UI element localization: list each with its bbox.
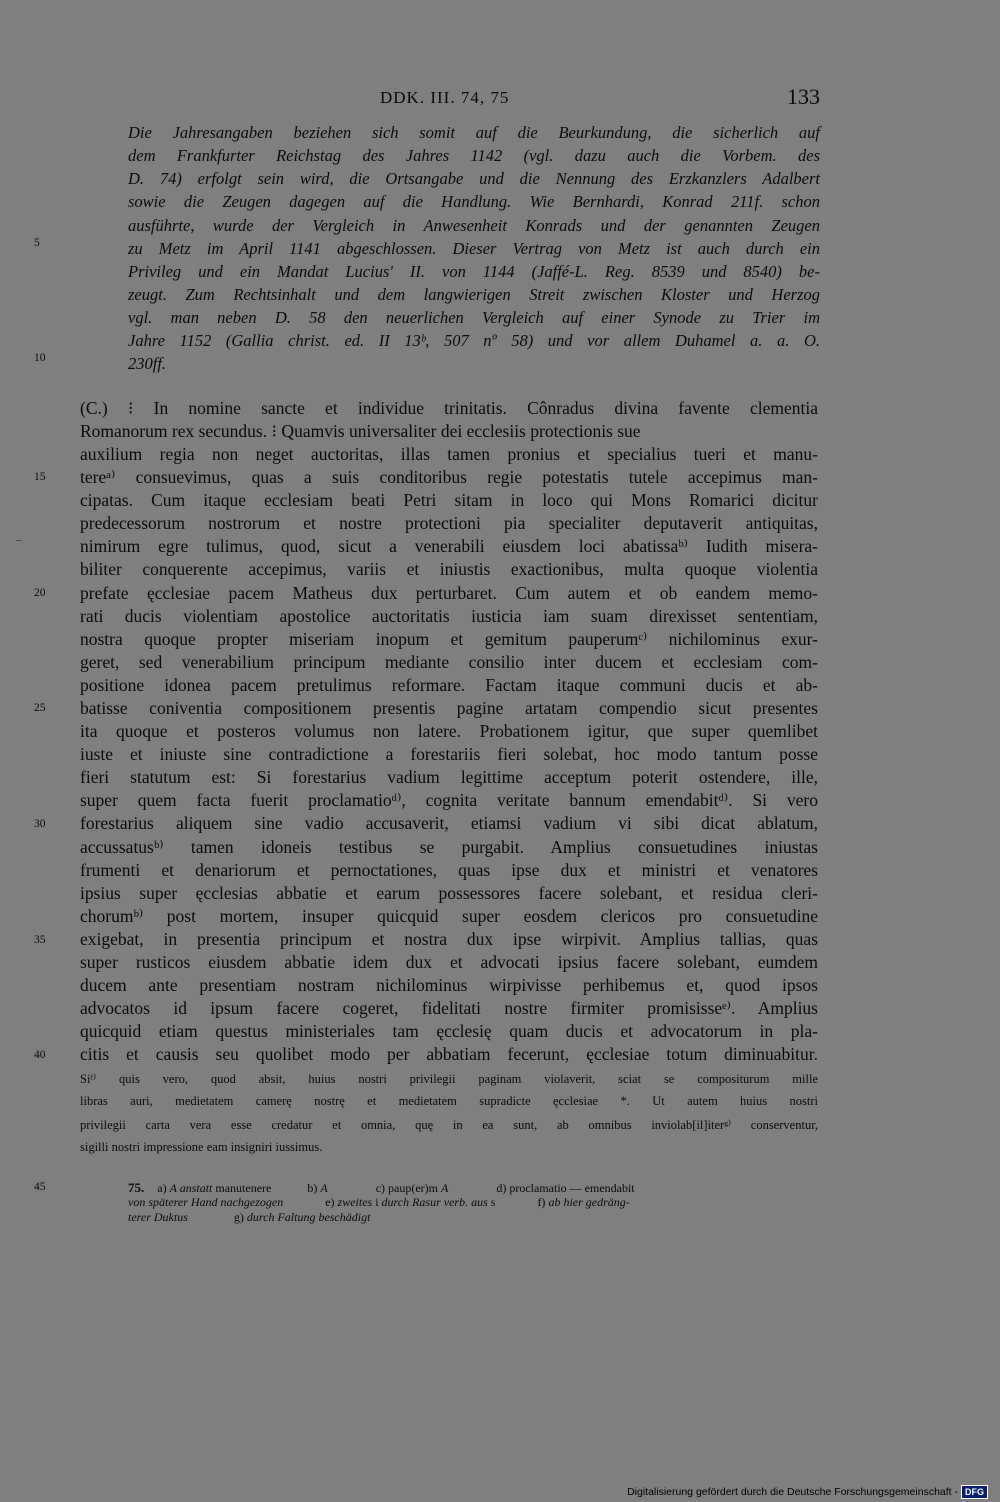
charter-line: biliter conquerente accepimus, variis et iniustis exactionibus, multa quoque violentia [80, 559, 818, 579]
charter-line: nimirum egre tulimus, quod, sicut a venerabili eiusdem loci abatissaᵇ⁾ Iudith misera- [80, 536, 818, 556]
sanction-line: Siᶠ⁾ quis vero, quod absit, huius nostri privilegii paginam violaverit, sciat se compositurum mille [80, 1072, 818, 1086]
funding-text: Digitalisierung gefördert durch die Deutsche Forschungsgemeinschaft - [627, 1486, 958, 1498]
funding-footer [627, 1485, 988, 1499]
charter-line: citis et causis seu quolibet modo per abbatiam fecerunt, ęcclesiae totum diminuabitur. [80, 1044, 818, 1064]
commentary-line: zu Metz im April 1141 abgeschlossen. Dieser Vertrag von Metz ist auch durch ein [128, 239, 820, 258]
footnote-e-text: i [375, 1195, 379, 1209]
line-number: 45 [34, 1181, 46, 1193]
charter-line: positione idonea pacem pretulimus reformare. Factam itaque communi ducis et ab- [80, 675, 818, 695]
charter-line: auxilium regia non neget auctoritas, illas tamen pronius et specialius tueri et manu- [80, 444, 818, 464]
footnote-d-text: proclamatio — emendabit [509, 1181, 635, 1195]
charter-line: rati ducis violentiam apostolice auctoritatis iusticia iam suam direxisset sententiam, [80, 606, 818, 626]
footnote-line [128, 1180, 820, 1196]
footnote-d-cont: von späterer Hand nachgezogen [128, 1195, 284, 1209]
sanction-line: privilegii carta vera esse credatur et omnia, quę in ea sunt, ab omnibus inviolab[il]iterᵍ⁾ conserventur, [80, 1118, 818, 1132]
charter-line: accussatusᵇ⁾ tamen idoneis testibus se purgabit. Amplius consuetudines iniustas [80, 837, 818, 857]
charter-line: nostra quoque propter miseriam inopum et gemitum pauperumᶜ⁾ nichilominus exur- [80, 629, 818, 649]
page-header [380, 86, 820, 112]
charter-line: batisse coniventia compositionem presentis pagine artatam compendio sicut presentes [80, 698, 818, 718]
footnote-e-letter: e) [325, 1195, 335, 1209]
commentary-line: zeugt. Zum Rechtsinhalt und dem langwierigen Streit zwischen Kloster und Herzog [128, 285, 820, 304]
footnote-a-text: manutenere [215, 1181, 272, 1195]
charter-line: cipatas. Cum itaque ecclesiam beati Petri sitam in loco qui Mons Romarici dicitur [80, 490, 818, 510]
footnote-b-letter: b) [307, 1181, 318, 1195]
footnote-c-italic: A [441, 1181, 449, 1195]
footnote-g-letter: g) [233, 1210, 244, 1224]
line-number: 5 [34, 237, 40, 249]
commentary-line: Jahre 1152 (Gallia christ. ed. II 13ᵇ, 507 nº 58) und vor allem Duhamel a. a. O. [128, 331, 820, 350]
line-number: 20 [34, 587, 46, 599]
page-number: 133 [787, 84, 820, 109]
footnote-b-italic: A [320, 1181, 328, 1195]
commentary-line: D. 74) erfolgt sein wird, die Ortsangabe und die Nennung des Erzkanzlers Adalbert [128, 169, 820, 188]
charter-line: frumenti et denariorum et pernoctationes, quas ipse dux et ministri et venatores [80, 860, 818, 880]
commentary-line: dem Frankfurter Reichstag des Jahres 1142 (vgl. dazu auch die Vorbem. des [128, 146, 820, 165]
charter-line: geret, sed venerabilium principum mediante consilio inter ducem et ecclesiam com- [80, 652, 818, 672]
footnote-a-italic: A anstatt [169, 1181, 213, 1195]
commentary-line: Die Jahresangaben beziehen sich somit auf die Beurkundung, die sicherlich auf [128, 123, 820, 142]
sanction-line: libras auri, medietatem camerę nostrę et medietatem supradicte ęcclesiae *. Ut autem huius nostri [80, 1094, 818, 1108]
charter-line: ipsius super ęcclesias abbatie et earum possessores facere solebant, et residua cleri- [80, 883, 818, 903]
footnote-d-letter: d) [496, 1181, 507, 1195]
charter-line: advocatos id ipsum facere cogeret, fidelitati nostre firmiter promisisseᵉ⁾. Amplius [80, 998, 818, 1018]
line-number: 30 [34, 818, 46, 830]
charter-line: forestarius aliquem sine vadio accusaverit, etiamsi vadium vi sibi dicat ablatum, [80, 813, 818, 833]
footnote-e-italic2: durch Rasur verb. aus [381, 1195, 488, 1209]
line-number: 35 [34, 934, 46, 946]
dfg-logo: DFG [961, 1485, 988, 1499]
commentary-line: vgl. man neben D. 58 den neuerlichen Vergleich auf einer Synode zu Trier im [128, 308, 820, 327]
charter-line: super quem facta fuerit proclamatioᵈ⁾, cognita veritate bannum emendabitᵈ⁾. Si vero [80, 790, 818, 810]
footnote-c-text: paup(er)m [388, 1181, 438, 1195]
footnote-e-text2: s [490, 1195, 496, 1209]
line-number: 25 [34, 702, 46, 714]
sanction-line: sigilli nostri impressione eam insigniri iussimus. [80, 1140, 323, 1154]
commentary-line: 230ff. [128, 354, 167, 373]
margin-mark [16, 540, 22, 541]
charter-line: chorumᵇ⁾ post mortem, insuper quicquid super eosdem clericos pro consuetudine [80, 906, 818, 926]
charter-line: fieri statutum est: Si forestarius vadium legittime acceptum poterit ostendere, ille, [80, 767, 818, 787]
footnote-g-italic: durch Faltung beschädigt [246, 1210, 371, 1224]
document-number: 75. [128, 1180, 145, 1195]
footnote-a-letter: a) [157, 1181, 167, 1195]
footnote-f-cont: terer Duktus [128, 1210, 188, 1224]
charter-line: prefate ęcclesiae pacem Matheus dux perturbaret. Cum autem et ob eandem memo- [80, 583, 818, 603]
charter-line: ducem ante presentiam nostram nichilominus wirpivisse perhibemus et, quod ipsos [80, 975, 818, 995]
charter-line: tereᵃ⁾ consuevimus, quas a suis conditoribus regie potestatis tutele accepimus man- [80, 467, 818, 487]
commentary-line: sowie die Zeugen dagegen auf die Handlung. Wie Bernhardi, Konrad 211f. schon [128, 192, 820, 211]
charter-line: (C.) ⁝ In nomine sancte et individue trinitatis. Cônradus divina favente clementia [80, 398, 818, 418]
line-number: 10 [34, 352, 46, 364]
charter-line: iuste et iniuste sine contradictione a forestariis fieri solebat, hoc modo tantum posse [80, 744, 818, 764]
commentary-line: ausführte, wurde der Vergleich in Anwesenheit Konrads und der genannten Zeugen [128, 216, 820, 235]
charter-line: Romanorum rex secundus. ⁝ Quamvis universaliter dei ecclesiis protectionis sue [80, 421, 641, 441]
footnote-c-letter: c) [375, 1181, 386, 1195]
charter-line: quicquid etiam questus ministeriales tam ęcclesię quam ducis et advocatorum in pla- [80, 1021, 818, 1041]
line-number: 40 [34, 1049, 46, 1061]
charter-line: predecessorum nostrorum et nostre protectioni pia specialiter deputaverit antiquitas, [80, 513, 818, 533]
footnote-e-italic: zweites [337, 1195, 373, 1209]
line-number: 15 [34, 471, 46, 483]
charter-line: exigebat, in presentia principum et nostra dux ipse wirpivit. Amplius tallias, quas [80, 929, 818, 949]
commentary-line: Privileg und ein Mandat Lucius' II. von 1144 (Jaffé-L. Reg. 8539 und 8540) be- [128, 262, 820, 281]
footnote-line [128, 1210, 820, 1225]
charter-line: ita quoque et posteros volumus non latere. Probationem igitur, que super quemlibet [80, 721, 818, 741]
footnote-f-letter: f) [537, 1195, 546, 1209]
charter-line: super rusticos eiusdem abbatie idem dux et advocati ipsius facere solebant, eumdem [80, 952, 818, 972]
footnote-line [128, 1195, 820, 1210]
running-head: DDK. III. 74, 75 [380, 88, 510, 107]
footnote-f-italic: ab hier gedräng- [548, 1195, 630, 1209]
